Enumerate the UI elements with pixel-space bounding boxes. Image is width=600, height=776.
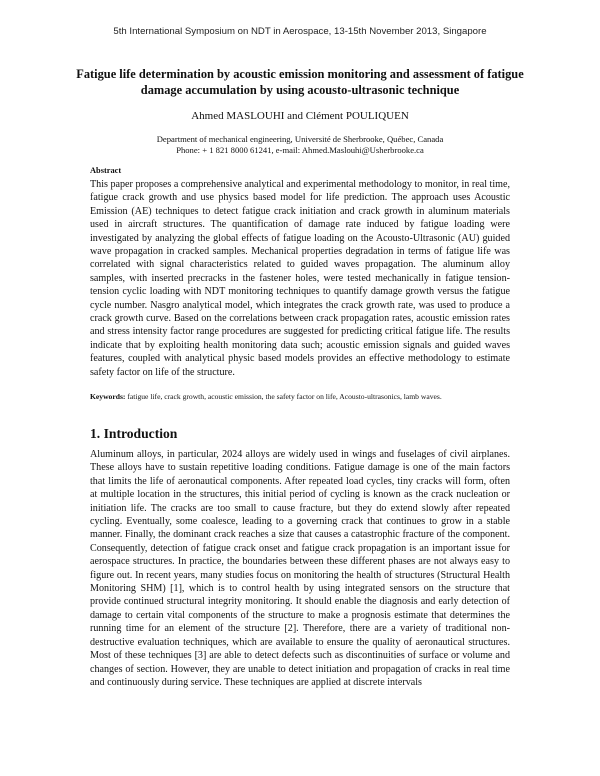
conference-header: 5th International Symposium on NDT in Aerospace, 13-15th November 2013, Singapore [113, 26, 487, 37]
section-heading-introduction: 1. Introduction [90, 426, 178, 441]
keywords-label: Keywords: [90, 392, 126, 401]
introduction-text: Aluminum alloys, in particular, 2024 alloys are widely used in wings and fuselages of civil airplanes. These alloys have to sustain repetitive loading conditions. Fatigue damage is one of the main factors that limits the life of aeronautical components. After repeated load cycles, tiny cracks will form, often at multiple location in the structures, this initial period of cycling is known as the crack nucleation or initiation life. The cracks are too small to cause fracture, but they do extend slowly after repeated cycling. Eventually, some coalesce, leading to a governing crack that continues to grow in a stable manner. Finally, the dominant crack reaches a size that causes a catastrophic fracture of the component. Consequently, detection of fatigue crack onset and fatigue crack propagation is an important issue for aerospace structures. In practice, the boundaries between these different phases are not always easy to figure out. In recent years, many studies focus on monitoring the health of structures (Structural Health Monitoring SHM) [1], which is to control health by using integrated sensors on the structure that provide continued structural integrity monitoring. It should enable the diagnosis and early detection of damage to certain vital components of the structure to make a prognosis estimate that determines the running time for an element of the structure [2]. Therefore, there are a variety of traditional non-destructive evaluation techniques, which are available to ensure the quality of aeronautical structures. Most of these techniques [3] are able to detect defects such as discontinuities of surface or volume and changes of section. However, they are unable to detect initiation and propagation of cracks in real time and continuously during service. These techniques are applied at discrete intervals [90, 449, 510, 688]
keywords-line [90, 391, 510, 402]
abstract-text: This paper proposes a comprehensive analytical and experimental methodology to monitor, in real time, fatigue crack growth and use physics based model for life prediction. The approach uses Acoustic Emission (AE) techniques to detect fatigue crack initiation and crack growth in aluminum materials used in aircraft structures. The quantification of damage rate induced by fatigue loading were investigated by analyzing the global effects of fatigue loading on the Acousto-Ultrasonic (AU) guided wave propagation in cracked samples. Mechanical properties degradation in terms of fatigue life was correlated with signal characteristics related to guided waves propagation. The aluminum alloy samples, with inserted precracks in the fastener holes, were tested mechanically in fatigue tension-tension cyclic loading with NDT monitoring techniques to quantify damage growth versus the fatigue cycle number. Nasgro analytical model, which integrates the crack growth rate, was used to produce a crack growth curve. Based on the correlations between crack propagation rates, acoustic emission rates and stress intensity factor range procedures are suggested for predicting critical fatigue life. The results indicate that by exploiting health monitoring data such; acoustic emission signals and guided waves features, coupled with analytical physic based models provides an effective methodology to estimate safety factor on life of the structure. [90, 179, 510, 378]
affiliation-contact: Phone: + 1 821 8000 61241, e-mail: Ahmed.Maslouhi@Usherbrooke.ca [176, 145, 424, 155]
paper-title: Fatigue life determination by acoustic emission monitoring and assessment of fatigue damage accumulation by using acousto-ultrasonic technique [76, 67, 524, 97]
affiliation-department: Department of mechanical engineering, Université de Sherbrooke, Québec, Canada [156, 134, 444, 144]
affiliation-block [0, 134, 600, 156]
abstract-heading: Abstract [90, 166, 122, 175]
keywords-text: fatigue life, crack growth, acoustic emission, the safety factor on life, Acousto-ultrasonics, lamb waves. [127, 392, 442, 401]
paper-authors: Ahmed MASLOUHI and Clément POULIQUEN [191, 110, 409, 122]
